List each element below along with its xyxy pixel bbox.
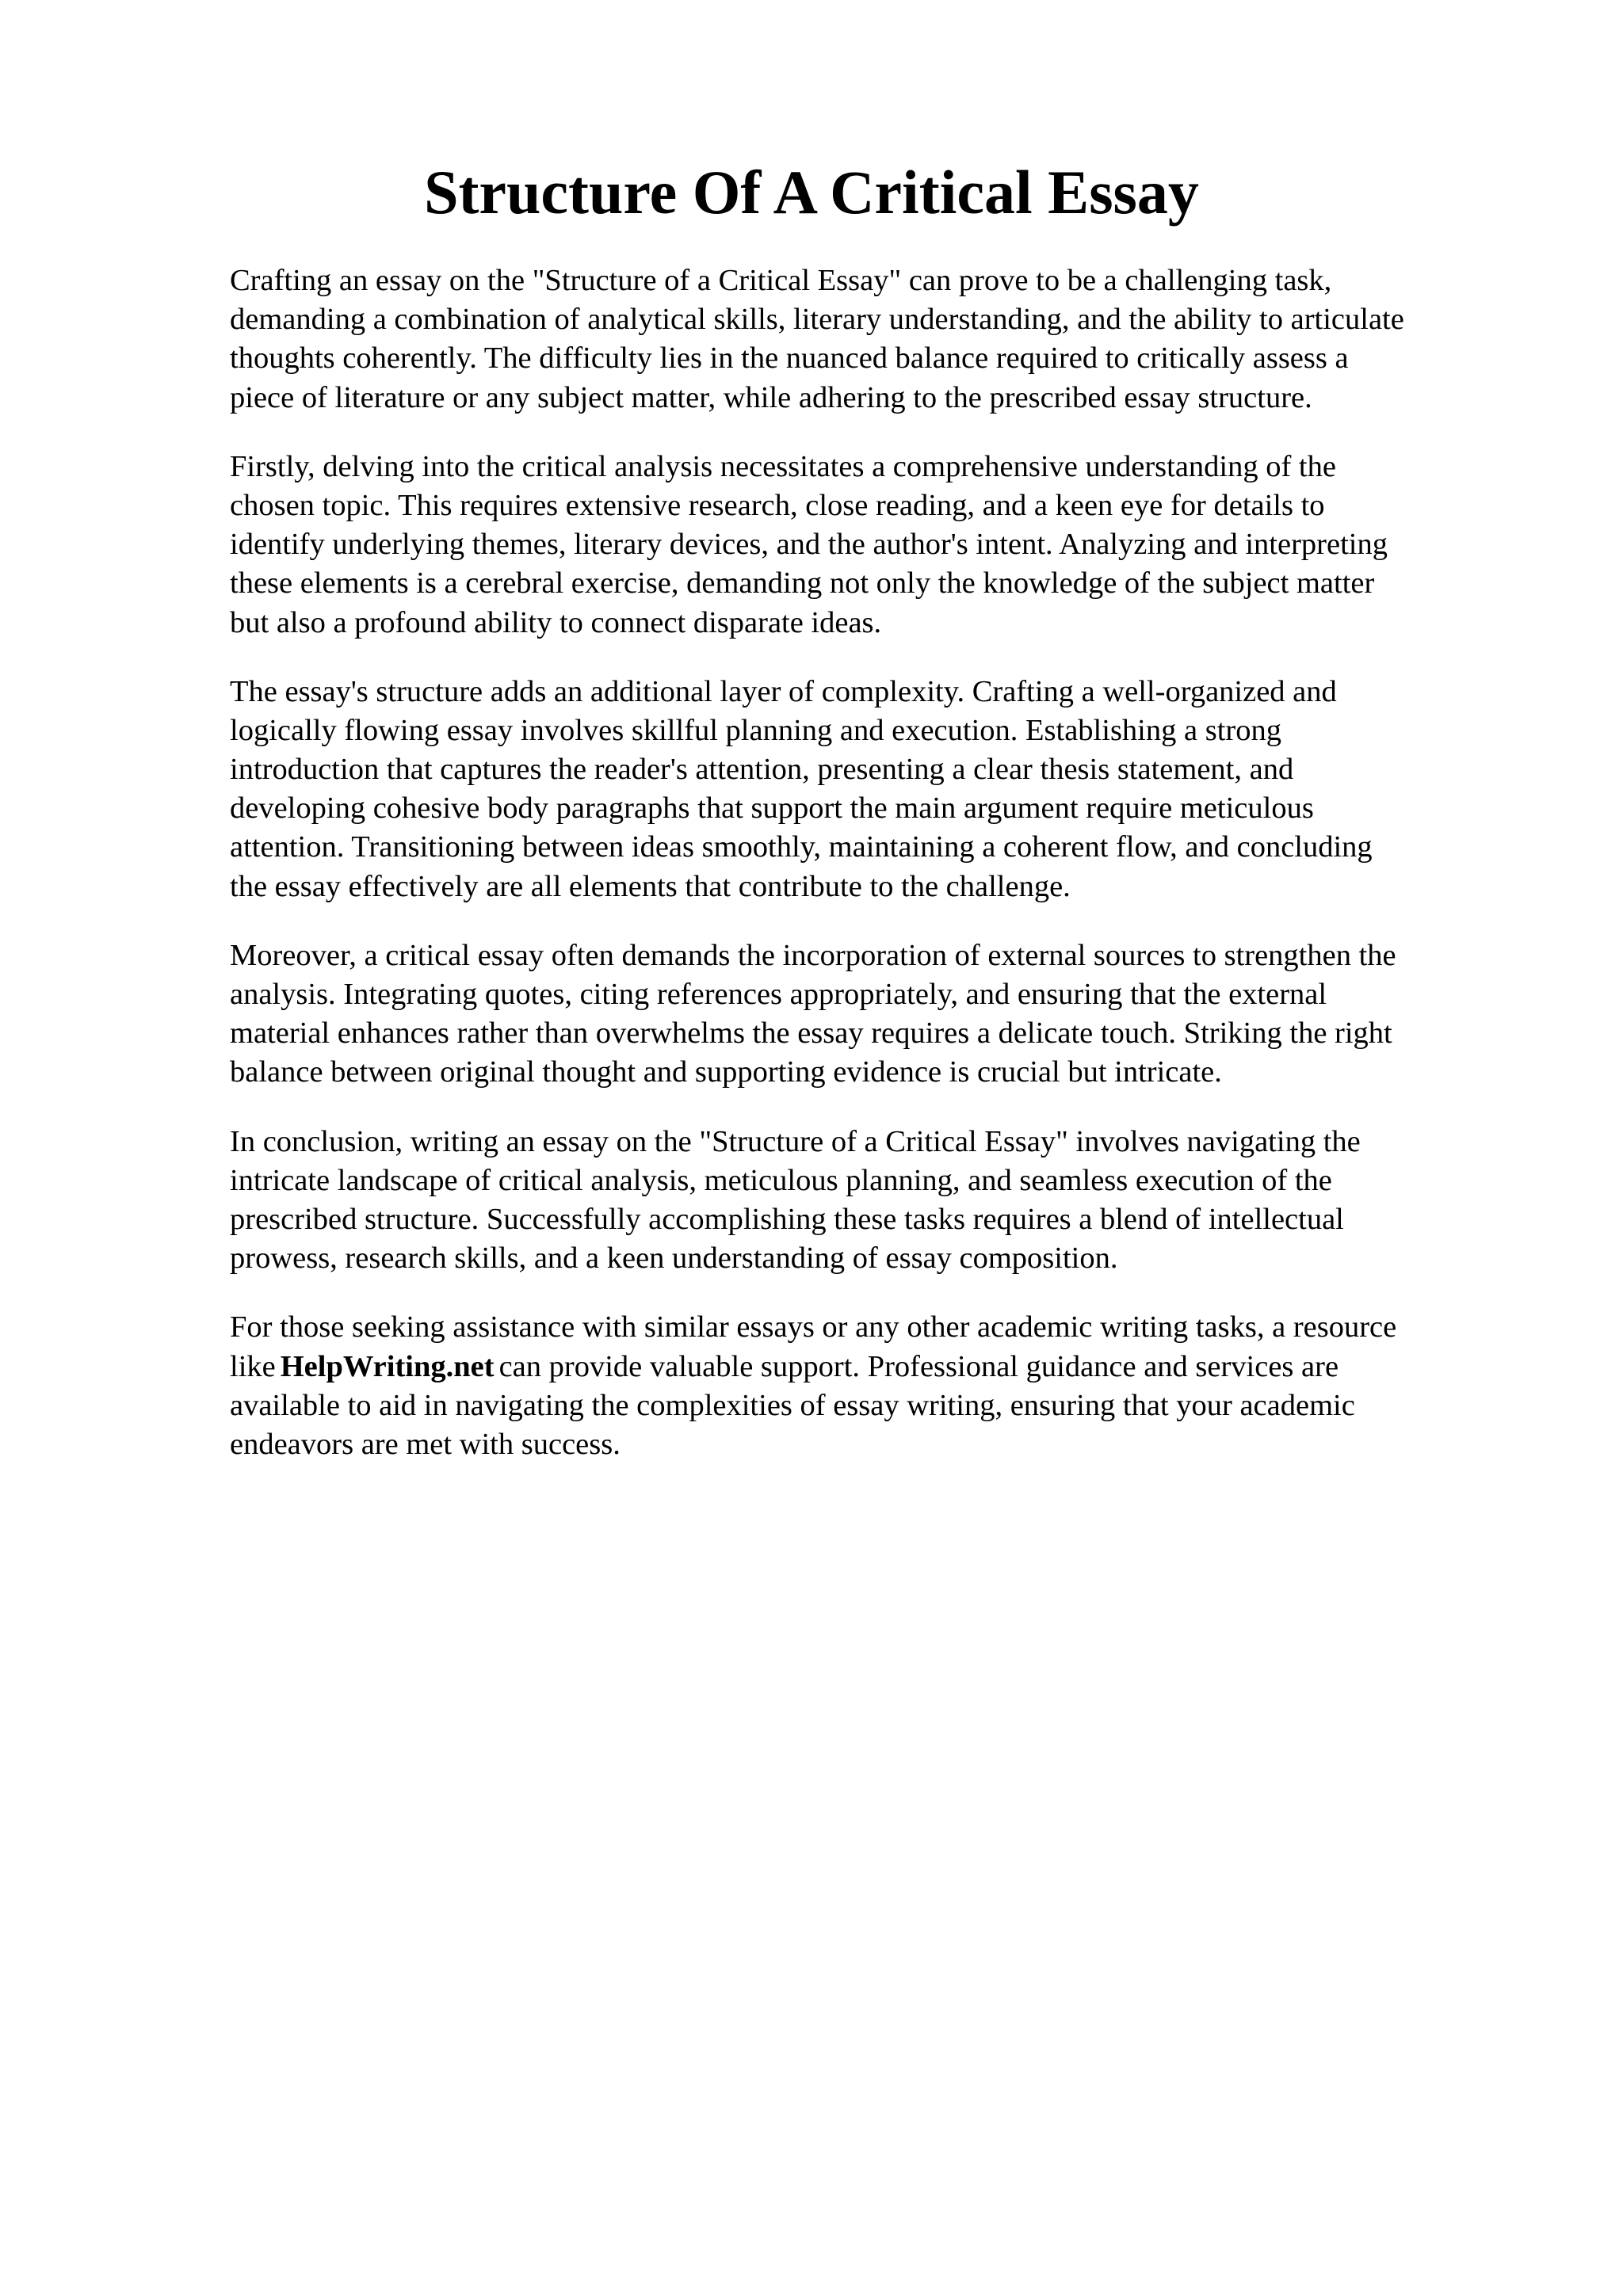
text-line: available to aid in navigating the complexities of essay writing, ensuring that your academic bbox=[230, 1388, 1355, 1422]
text-line: prescribed structure. Successfully accomplishing these tasks requires a blend of intellectual bbox=[230, 1202, 1344, 1236]
paragraph-2 bbox=[230, 448, 1498, 643]
text-line: Firstly, delving into the critical analysis necessitates a comprehensive understanding of the bbox=[230, 449, 1336, 483]
page-title: Structure Of A Critical Essay bbox=[424, 158, 1199, 227]
text-line: these elements is a cerebral exercise, demanding not only the knowledge of the subject matter bbox=[230, 566, 1375, 601]
text-line: analysis. Integrating quotes, citing references appropriately, and ensuring that the external bbox=[230, 978, 1327, 1011]
text-line: For those seeking assistance with similar essays or any other academic writing tasks, a resource bbox=[230, 1310, 1397, 1344]
text-line: balance between original thought and supporting evidence is crucial but intricate. bbox=[230, 1055, 1222, 1089]
essay-body bbox=[230, 261, 1498, 1494]
text-fragment: can provide valuable support. Professional guidance and services are bbox=[498, 1349, 1339, 1383]
text-line: The essay's structure adds an additional layer of complexity. Crafting a well-organized and bbox=[230, 674, 1337, 708]
text-line: the essay effectively are all elements that contribute to the challenge. bbox=[230, 869, 1071, 903]
paragraph-3 bbox=[230, 673, 1498, 906]
paragraph-5 bbox=[230, 1123, 1498, 1279]
text-line: introduction that captures the reader's attention, presenting a clear thesis statement, and bbox=[230, 753, 1294, 787]
text-line: chosen topic. This requires extensive research, close reading, and a keen eye for details to bbox=[230, 488, 1325, 522]
text-line-with-link bbox=[230, 1348, 1498, 1386]
paragraph-4 bbox=[230, 936, 1498, 1093]
text-line: In conclusion, writing an essay on the "Structure of a Critical Essay" involves navigating the bbox=[230, 1124, 1361, 1158]
text-line: Crafting an essay on the "Structure of a Critical Essay" can prove to be a challenging task, bbox=[230, 264, 1332, 297]
text-line: material enhances rather than overwhelms the essay requires a delicate touch. Striking the right bbox=[230, 1016, 1392, 1051]
text-line: developing cohesive body paragraphs that support the main argument require meticulous bbox=[230, 791, 1314, 826]
text-line: prowess, research skills, and a keen understanding of essay composition. bbox=[230, 1241, 1118, 1276]
text-line: attention. Transitioning between ideas smoothly, maintaining a coherent flow, and concluding bbox=[230, 830, 1373, 864]
paragraph-6 bbox=[230, 1308, 1498, 1464]
text-fragment: like bbox=[230, 1349, 276, 1383]
text-line: thoughts coherently. The difficulty lies in the nuanced balance required to critically assess a bbox=[230, 341, 1349, 376]
text-line: demanding a combination of analytical skills, literary understanding, and the ability to articulate bbox=[230, 303, 1404, 337]
text-line: but also a profound ability to connect disparate ideas. bbox=[230, 605, 882, 639]
text-line: logically flowing essay involves skillful planning and execution. Establishing a strong bbox=[230, 713, 1281, 747]
helpwriting-link[interactable]: HelpWriting.net bbox=[280, 1349, 495, 1383]
text-line: identify underlying themes, literary devices, and the author's intent. Analyzing and interpreting bbox=[230, 528, 1388, 562]
text-line: endeavors are met with success. bbox=[230, 1427, 621, 1461]
text-line: intricate landscape of critical analysis, meticulous planning, and seamless execution of the bbox=[230, 1163, 1332, 1197]
paragraph-1 bbox=[230, 261, 1498, 418]
text-line: piece of literature or any subject matter, while adhering to the prescribed essay structure. bbox=[230, 380, 1312, 414]
text-line: Moreover, a critical essay often demands the incorporation of external sources to strengthen the bbox=[230, 938, 1396, 972]
